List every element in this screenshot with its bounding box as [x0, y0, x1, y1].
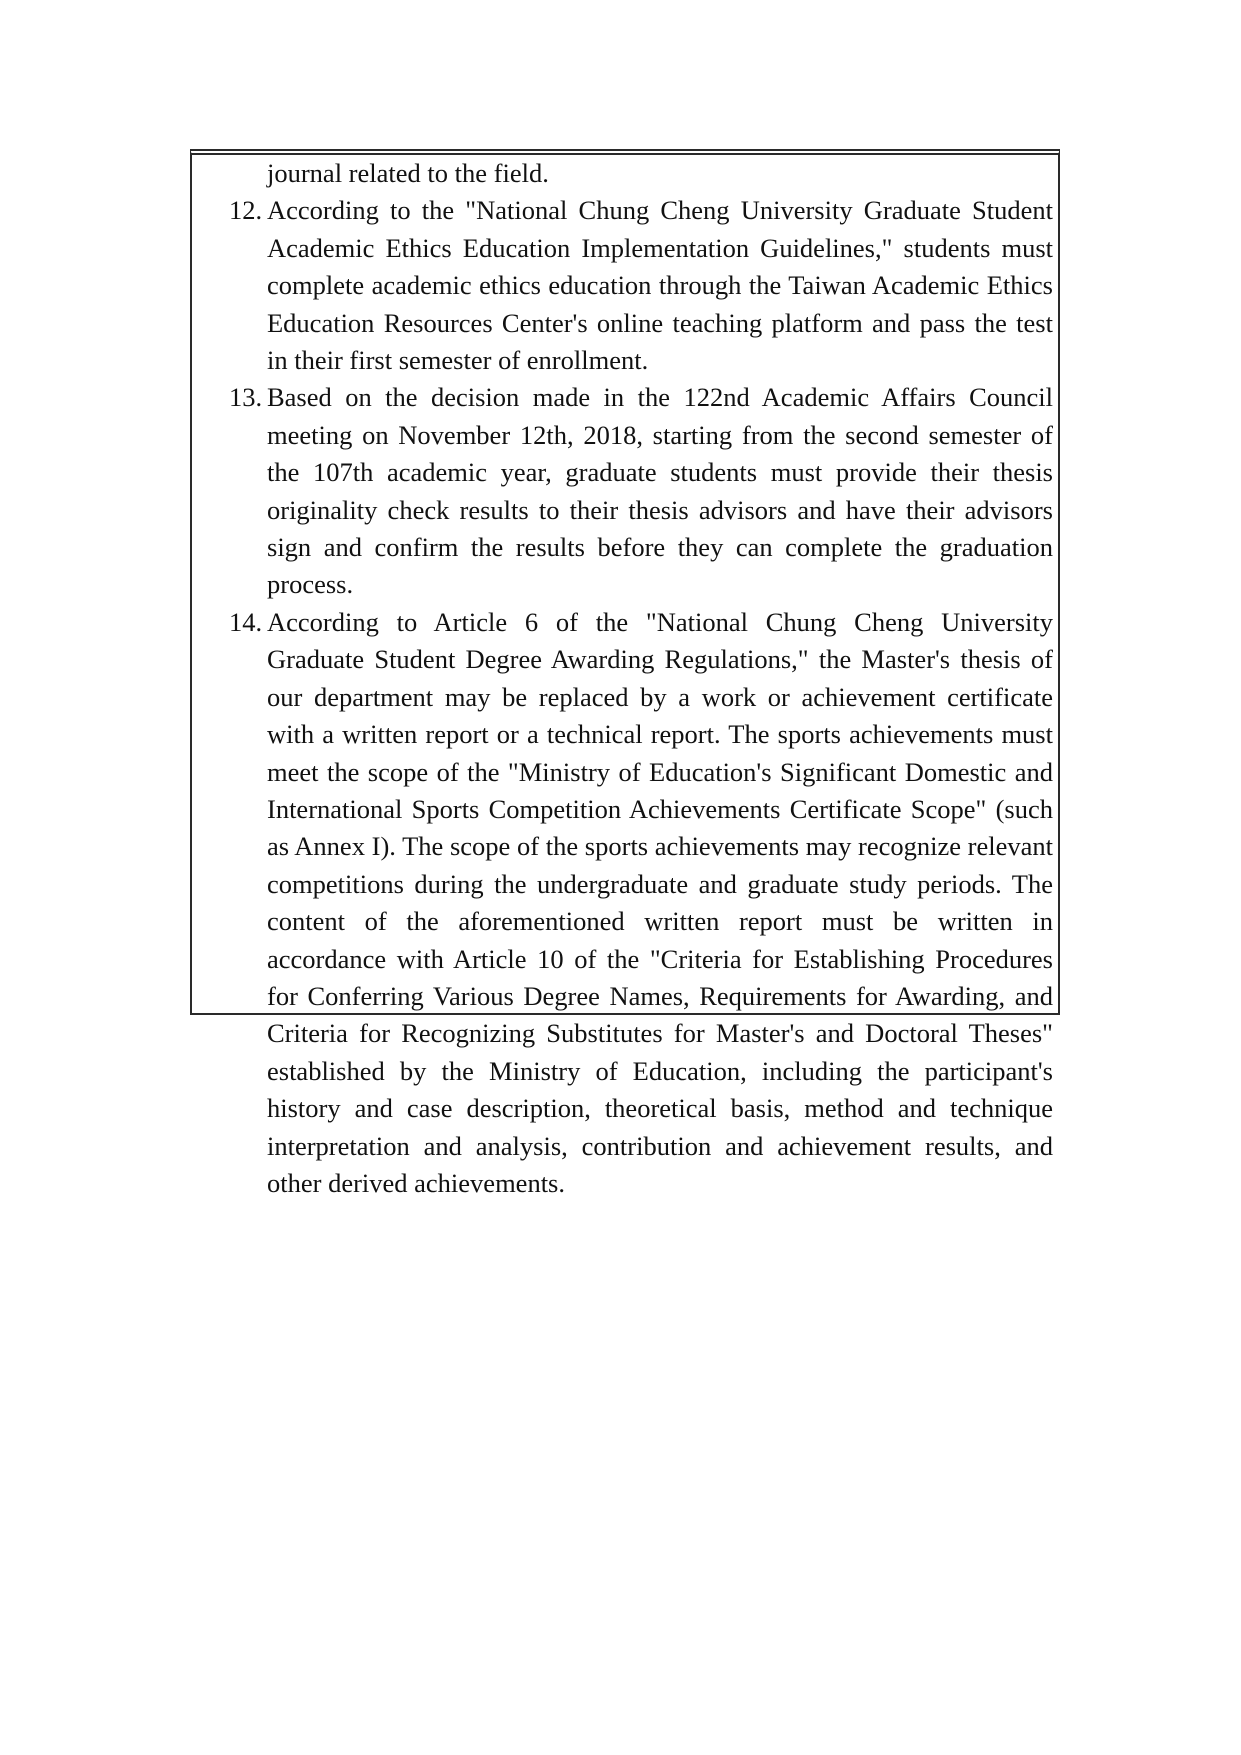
item-number: 13. — [229, 382, 263, 413]
regulation-text-box — [190, 149, 1060, 1198]
list-item-12 — [229, 192, 1053, 379]
list-item-14 — [229, 604, 1053, 1203]
item-text: Based on the decision made in the 122nd Academic Affairs Council meeting on November 12th, 2018, starting from the second semester of the 107th academic year, graduate students must provide their thesis originality check results to their thesis advisors and have their advisors sign and confirm the results before they can complete the graduation process. — [267, 382, 1053, 600]
continuation-text: journal related to the field. — [267, 158, 549, 188]
list-item-13 — [229, 379, 1053, 603]
item-number: 12. — [229, 195, 263, 226]
item-text: According to Article 6 of the "National Chung Cheng University Graduate Student Degree Awarding Regulations," the Master's thesis of our department may be replaced by a work or achievement certificate with a written report or a technical report. The sports achievements must meet the scope of the "Ministry of Education's Significant Domestic and International Sports Competition Achievements Certificate Scope" (such as Annex I). The scope of the sports achievements may recognize relevant competitions during the undergraduate and graduate study periods. The content of the aforementioned written report must be written in accordance with Article 10 of the "Criteria for Establishing Procedures for Conferring Various Degree Names, Requirements for Awarding, and Criteria for Recognizing Substitutes for Master's and Doctoral Theses" established by the Ministry of Education, including the participant's history and case description, theoretical basis, method and technique interpretation and analysis, contribution and achievement results, and other derived achievements. — [267, 606, 1053, 1198]
item-number: 14. — [229, 606, 263, 637]
item-text: According to the "National Chung Cheng University Graduate Student Academic Ethics Education Implementation Guidelines," students must complete academic ethics education through the Taiwan Academic Ethics Education Resources Center's online teaching platform and pass the test in their first semester of enrollment. — [267, 195, 1053, 376]
